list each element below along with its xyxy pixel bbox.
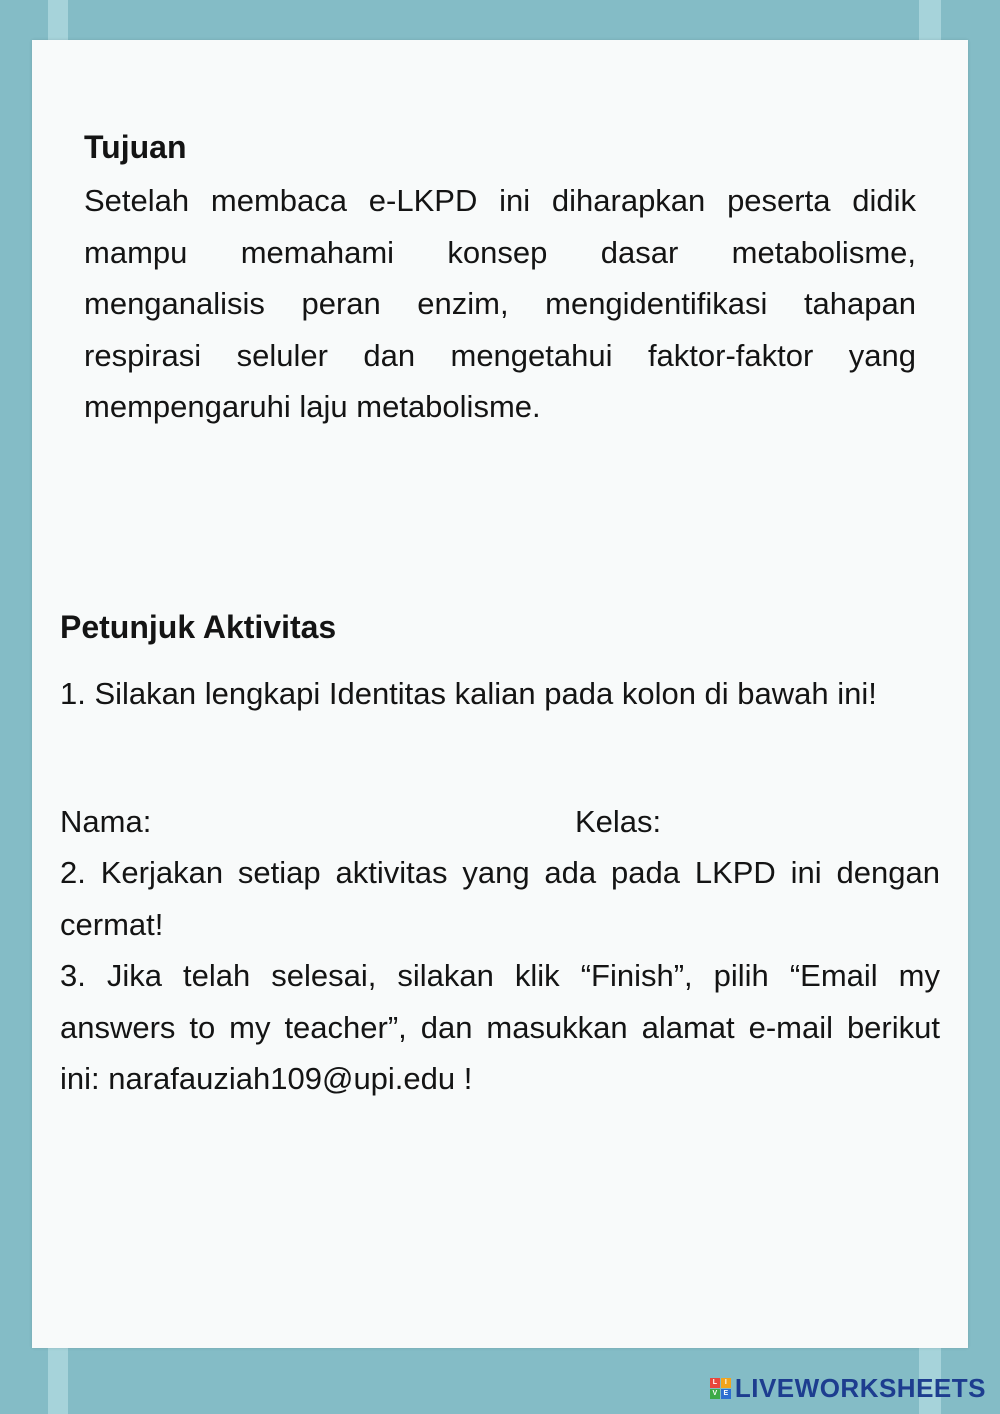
instruction-item-2: 2. Kerjakan setiap aktivitas yang ada pada LKPD ini dengan cermat! [60,855,940,942]
kelas-label: Kelas: [575,804,662,839]
petunjuk-heading: Petunjuk Aktivitas [60,609,337,645]
logo-letter-l: L [710,1378,720,1388]
logo-letter-i: I [721,1378,731,1388]
nama-label: Nama: [60,804,152,839]
tujuan-heading: Tujuan [84,129,187,165]
logo-letter-v: V [710,1389,720,1399]
tujuan-paragraph: Setelah membaca e-LKPD ini diharapkan peserta didik mampu memahami konsep dasar metabolisme, menganalisis peran enzim, mengidentifikasi tahapan respirasi seluler dan mengetahui faktor-faktor yang mempengaruhi laju metabolisme. [84,183,916,424]
liveworksheets-logo [710,1373,986,1404]
instruction-item-1: 1. Silakan lengkapi Identitas kalian pada kolon di bawah ini! [60,676,877,711]
instruction-item-3: 3. Jika telah selesai, silakan klik “Finish”, pilih “Email my answers to my teacher”, dan masukkan alamat e-mail berikut ini: narafauziah109@upi.edu ! [60,958,940,1096]
liveworksheets-wordmark: LIVEWORKSHEETS [734,1373,986,1403]
worksheet-page [32,40,968,1348]
logo-letter-e: E [721,1389,731,1399]
identity-row [60,796,940,848]
liveworksheets-icon [710,1378,731,1399]
